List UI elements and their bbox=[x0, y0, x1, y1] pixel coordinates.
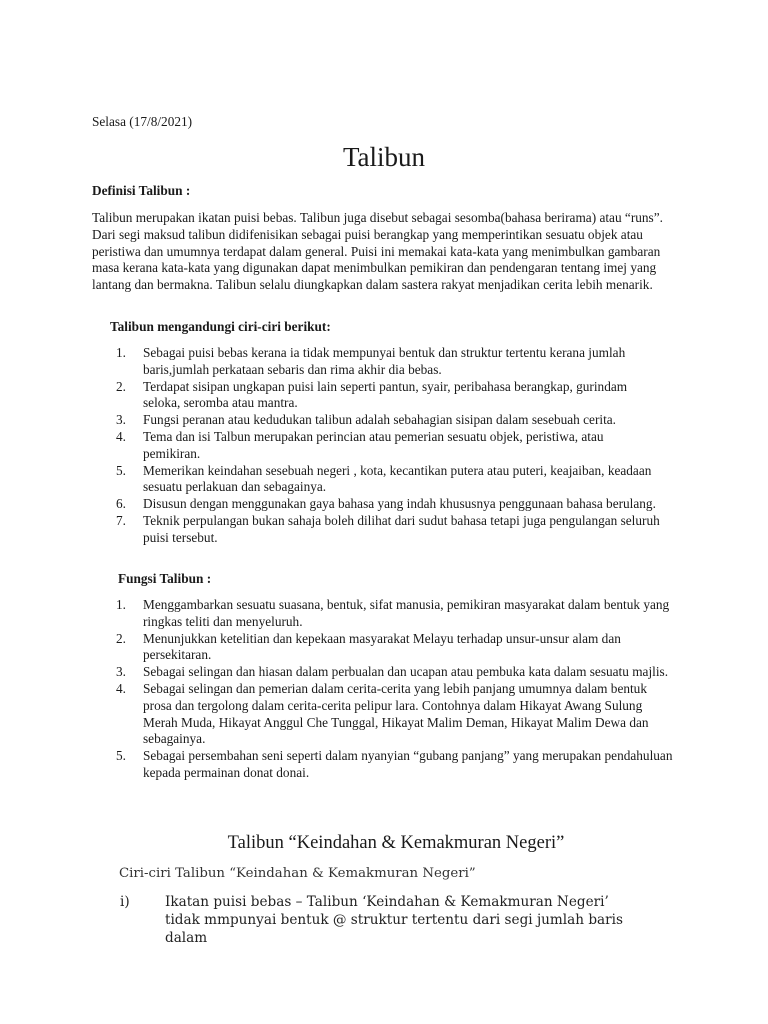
document-date: Selasa (17/8/2021) bbox=[92, 114, 193, 129]
document-title: Talibun bbox=[342, 142, 426, 172]
functions-heading: Fungsi Talibun : bbox=[118, 571, 212, 586]
section-subheading: Ciri-ciri Talibun “Keindahan & Kemakmuran Negeri” bbox=[119, 866, 476, 881]
list-item: 2. Menunjukkan ketelitian dan kepekaan masyarakat Melayu terhadap unsur-unsur alam dan persekitaran. bbox=[116, 630, 621, 663]
list-item: 6. Disusun dengan menggunakan gaya bahasa yang indah khususnya penggunaan bahasa berulang. bbox=[116, 496, 656, 512]
list-item: 3. Sebagai selingan dan hiasan dalam perbualan dan ucapan atau pembuka kata dalam sesuatu majlis. bbox=[116, 664, 669, 680]
list-item: 1. Menggambarkan sesuatu suasana, bentuk, sifat manusia, pemikiran masyarakat dalam bentuk yang ringkas teliti dan menyeluruh. bbox=[116, 597, 670, 629]
list-item: 5. Sebagai persembahan seni seperti dalam nyanyian “gubang panjang” yang merupakan pendahuluan kepada permainan donat donai. bbox=[116, 748, 673, 780]
features-heading: Talibun mengandungi ciri-ciri berikut: bbox=[110, 319, 331, 334]
list-item: 5. Memerikan keindahan sesebuah negeri , kota, kecantikan putera atau puteri, keajaiban, keadaan sesuatu perlakuan dan sebagainya. bbox=[116, 462, 652, 495]
roman-marker: i) bbox=[120, 894, 130, 910]
section-title: Talibun “Keindahan & Kemakmuran Negeri” bbox=[227, 833, 565, 853]
list-item: 7. Teknik perpulangan bukan sahaja boleh dilihat dari sudut bahasa tetapi juga pengulangan seluruh puisi tersebut. bbox=[116, 512, 660, 545]
definition-paragraph: Talibun merupakan ikatan puisi bebas. Talibun juga disebut sebagai sesomba(bahasa berirama) atau “runs”. Dari segi maksud talibun didifenisikan sebagai puisi berangkap yang memperintikan sesuatu objek atau peristiwa dan umumnya terdapat dalam general. Puisi ini memakai kata-kata yang menimbulkan gambaran masa kerana kata-kata yang digunakan dapat menimbulkan pemikiran dan pendengaran tentang imej yang lantang dan bermakna. Talibun selalu diungkapkan dalam sastera rakyat menjadikan cerita lebih menarik. bbox=[92, 210, 663, 293]
features-list bbox=[116, 345, 662, 547]
section-item-text: Ikatan puisi bebas – Talibun ‘Keindahan & Kemakmuran Negeri’ tidak mmpunyai bentuk @ struktur tertentu dari segi jumlah baris dalam bbox=[165, 894, 623, 946]
list-item: 4. Sebagai selingan dan pemerian dalam cerita-cerita yang lebih panjang umumnya dalam bentuk prosa dan tergolong dalam cerita-cerita pelipur lara. Contohnya dalam Hikayat Awang Sulung Merah Muda, Hikayat Anggul Che Tunggal, Hikayat Malim Deman, Hikayat Malim Dewa dan sebagainya. bbox=[116, 680, 649, 747]
list-item: 2. Terdapat sisipan ungkapan puisi lain seperti pantun, syair, peribahasa berangkap, gurindam seloka, seromba atau mantra. bbox=[116, 378, 628, 411]
list-item: 4. Tema dan isi Talbun merupakan perincian atau pemerian sesuatu objek, peristiwa, atau pemikiran. bbox=[116, 428, 604, 461]
list-item: 3. Fungsi peranan atau kedudukan talibun adalah sebahagian sisipan dalam sesebuah cerita. bbox=[116, 412, 616, 428]
functions-list bbox=[116, 597, 676, 782]
list-item: 1. Sebagai puisi bebas kerana ia tidak mempunyai bentuk dan struktur tertentu kerana jumlah baris,jumlah perkataan sebaris dan rima akhir dia bebas. bbox=[116, 345, 626, 377]
definition-heading: Definisi Talibun : bbox=[92, 183, 191, 198]
